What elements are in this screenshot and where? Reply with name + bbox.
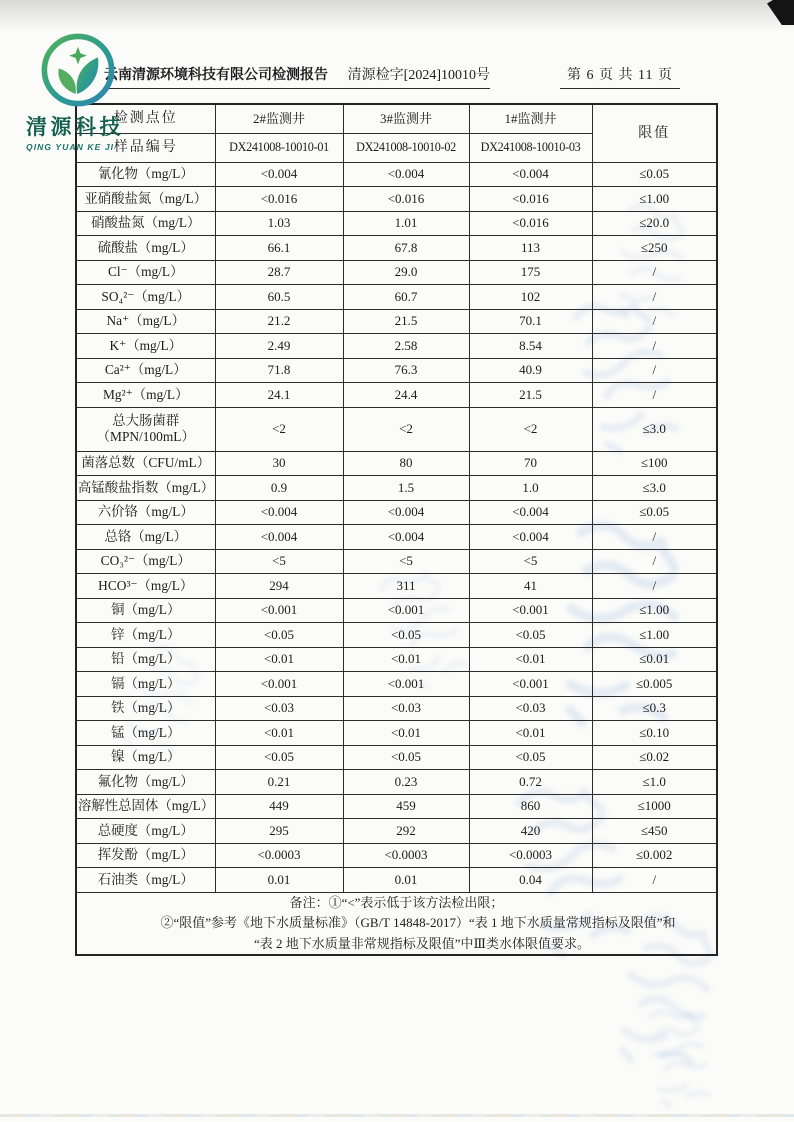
parameter-cell: 总硬度（mg/L） [76,819,215,844]
parameter-cell: 总铬（mg/L） [76,525,215,550]
limit-cell: ≤1.00 [592,623,717,648]
value-cell: 294 [215,574,343,599]
value-cell: 1.01 [343,211,469,236]
limit-cell: / [592,383,717,408]
table-row [76,383,717,408]
table-row [76,211,717,236]
value-cell: 29.0 [343,260,469,285]
value-cell: 175 [469,260,592,285]
value-cell: <0.03 [469,696,592,721]
value-cell: <5 [469,549,592,574]
value-cell: <2 [343,407,469,451]
table-row [76,525,717,550]
value-cell: 0.01 [215,868,343,893]
table-row [76,407,717,451]
table-row [76,598,717,623]
value-cell: 2.58 [343,334,469,359]
parameter-cell: 镍（mg/L） [76,745,215,770]
value-cell: <0.05 [469,745,592,770]
report-title: 云南清源环境科技有限公司检测报告 [104,68,328,83]
value-cell: 459 [343,794,469,819]
parameter-cell: HCO³⁻（mg/L） [76,574,215,599]
value-cell: <0.004 [215,500,343,525]
parameter-cell: 石油类（mg/L） [76,868,215,893]
parameter-cell: 高锰酸盐指数（mg/L） [76,476,215,501]
limit-cell: ≤0.05 [592,500,717,525]
limit-cell: / [592,525,717,550]
limit-cell: ≤0.10 [592,721,717,746]
table-row [76,623,717,648]
table-row [76,334,717,359]
value-cell: 102 [469,285,592,310]
value-cell: <0.001 [469,672,592,697]
value-cell: <0.004 [469,500,592,525]
scan-bottom-noise [0,1114,794,1117]
note-row [76,892,717,955]
value-cell: <0.03 [215,696,343,721]
value-cell: 295 [215,819,343,844]
parameter-cell: 氟化物（mg/L） [76,770,215,795]
company-logo [26,30,152,152]
page-header [104,64,490,89]
value-cell: <0.01 [469,647,592,672]
limit-cell: ≤450 [592,819,717,844]
value-cell: <0.001 [215,672,343,697]
value-cell: 70.1 [469,309,592,334]
sprout-circle-icon [38,30,118,110]
table-row [76,309,717,334]
limit-cell: / [592,334,717,359]
value-cell: 8.54 [469,334,592,359]
value-cell: <0.05 [215,745,343,770]
parameter-cell: Na⁺（mg/L） [76,309,215,334]
limit-cell: ≤1.0 [592,770,717,795]
value-cell: 40.9 [469,358,592,383]
value-cell: <0.004 [343,162,469,187]
table-row [76,574,717,599]
value-cell: 2.49 [215,334,343,359]
value-cell: <0.01 [215,647,343,672]
parameter-cell: 锰（mg/L） [76,721,215,746]
value-cell: 420 [469,819,592,844]
remarks-cell [76,892,717,955]
value-cell: 1.5 [343,476,469,501]
value-cell: 113 [469,236,592,261]
value-cell: <0.001 [343,598,469,623]
value-cell: <0.004 [469,525,592,550]
value-cell: 860 [469,794,592,819]
parameter-cell: Ca²⁺（mg/L） [76,358,215,383]
parameter-cell: Cl⁻（mg/L） [76,260,215,285]
sample-id-cell: DX241008-10010-02 [343,133,469,162]
sample-id-cell: DX241008-10010-03 [469,133,592,162]
parameter-cell: 铁（mg/L） [76,696,215,721]
value-cell: <5 [215,549,343,574]
limit-cell: ≤0.005 [592,672,717,697]
limit-cell: ≤250 [592,236,717,261]
value-cell: 30 [215,451,343,476]
value-cell: 70 [469,451,592,476]
value-cell: 1.03 [215,211,343,236]
results-table [75,103,718,956]
parameter-cell: 亚硝酸盐氮（mg/L） [76,187,215,212]
parameter-cell: K⁺（mg/L） [76,334,215,359]
point-cell: 3#监测井 [343,104,469,133]
table-row [76,696,717,721]
limit-cell: / [592,868,717,893]
value-cell: <0.0003 [469,843,592,868]
parameter-cell: 挥发酚（mg/L） [76,843,215,868]
remark-line: 备注：①“<”表示低于该方法检出限； [289,894,504,910]
table-row [76,285,717,310]
value-cell: 60.5 [215,285,343,310]
value-cell: <0.001 [343,672,469,697]
table-row [76,794,717,819]
results-body [76,162,717,892]
limit-cell: ≤0.05 [592,162,717,187]
value-cell: <0.001 [469,598,592,623]
parameter-cell: 铅（mg/L） [76,647,215,672]
scan-edge-shadow [0,0,794,32]
value-cell: 0.23 [343,770,469,795]
table-row [76,549,717,574]
value-cell: <0.05 [469,623,592,648]
parameter-cell: Mg²⁺（mg/L） [76,383,215,408]
table-header-row-points [76,104,717,133]
value-cell: <0.05 [343,623,469,648]
limit-cell: ≤0.3 [592,696,717,721]
limit-label-cell: 限值 [592,104,717,162]
table-row [76,358,717,383]
value-cell: 0.72 [469,770,592,795]
limit-cell: ≤3.0 [592,407,717,451]
limit-cell: ≤100 [592,451,717,476]
value-cell: <0.01 [469,721,592,746]
value-cell: <0.01 [343,647,469,672]
value-cell: 21.2 [215,309,343,334]
value-cell: <0.001 [215,598,343,623]
value-cell: 21.5 [343,309,469,334]
table-row [76,476,717,501]
value-cell: <0.03 [343,696,469,721]
value-cell: 24.1 [215,383,343,408]
parameter-cell: 六价铬（mg/L） [76,500,215,525]
value-cell: <0.016 [469,211,592,236]
document-number: 清源检字[2024]10010号 [347,68,490,83]
value-cell: 76.3 [343,358,469,383]
value-cell: <0.004 [343,525,469,550]
limit-cell: ≤0.02 [592,745,717,770]
value-cell: 0.21 [215,770,343,795]
parameter-cell: 铜（mg/L） [76,598,215,623]
page-number-indicator: 第 6 页 共 11 页 [560,64,680,89]
value-cell: 449 [215,794,343,819]
point-label-cell: 检测点位 [76,104,215,133]
value-cell: <5 [343,549,469,574]
parameter-cell: SO₄²⁻（mg/L） [76,285,215,310]
limit-cell: / [592,285,717,310]
parameter-cell: 硝酸盐氮（mg/L） [76,211,215,236]
limit-cell: ≤20.0 [592,211,717,236]
table-row [76,500,717,525]
value-cell: <0.004 [215,525,343,550]
sample-id-cell: DX241008-10010-01 [215,133,343,162]
parameter-cell: CO₃²⁻（mg/L） [76,549,215,574]
value-cell: 0.04 [469,868,592,893]
value-cell: 67.8 [343,236,469,261]
value-cell: <0.016 [343,187,469,212]
value-cell: 80 [343,451,469,476]
sample-label-cell: 样品编号 [76,133,215,162]
parameter-cell: 氰化物（mg/L） [76,162,215,187]
parameter-cell: 硫酸盐（mg/L） [76,236,215,261]
value-cell: <0.05 [215,623,343,648]
value-cell: <0.004 [343,500,469,525]
value-cell: 21.5 [469,383,592,408]
limit-cell: ≤0.002 [592,843,717,868]
limit-cell: / [592,358,717,383]
table-row [76,770,717,795]
logo-company-name-cn: 清源科技 [26,116,124,139]
value-cell: 0.01 [343,868,469,893]
value-cell: <0.004 [469,162,592,187]
logo-company-name-en: QING YUAN KE JI [26,142,115,152]
value-cell: <0.0003 [215,843,343,868]
limit-cell: ≤1000 [592,794,717,819]
value-cell: 1.0 [469,476,592,501]
value-cell: 60.7 [343,285,469,310]
parameter-cell: 总大肠菌群（MPN/100mL） [76,407,215,451]
limit-cell: ≤1.00 [592,598,717,623]
limit-cell: / [592,260,717,285]
parameter-cell: 溶解性总固体（mg/L） [76,794,215,819]
table-row [76,721,717,746]
value-cell: <0.01 [215,721,343,746]
table-row [76,819,717,844]
limit-cell: ≤0.01 [592,647,717,672]
table-row [76,451,717,476]
table-row [76,745,717,770]
limit-cell: / [592,309,717,334]
table-row [76,647,717,672]
parameter-cell: 菌落总数（CFU/mL） [76,451,215,476]
value-cell: <0.05 [343,745,469,770]
remark-line: “表 2 地下水质量非常规指标及限值”中Ⅲ类水体限值要求。 [253,935,591,951]
table-row [76,162,717,187]
limit-cell: ≤1.00 [592,187,717,212]
remark-line: ②“限值”参考《地下水质量标准》（GB/T 14848-2017）“表 1 地下水质量常规指标及限值”和 [160,915,676,931]
value-cell: <2 [469,407,592,451]
value-cell: <0.004 [215,162,343,187]
limit-cell: / [592,574,717,599]
value-cell: <0.01 [343,721,469,746]
value-cell: 71.8 [215,358,343,383]
point-cell: 2#监测井 [215,104,343,133]
value-cell: 28.7 [215,260,343,285]
value-cell: 41 [469,574,592,599]
limit-cell: ≤3.0 [592,476,717,501]
value-cell: <0.016 [469,187,592,212]
value-cell: 24.4 [343,383,469,408]
value-cell: 0.9 [215,476,343,501]
ink-bleed-artifact [595,992,766,1118]
value-cell: 311 [343,574,469,599]
table-row [76,187,717,212]
value-cell: <2 [215,407,343,451]
table-row [76,672,717,697]
point-cell: 1#监测井 [469,104,592,133]
table-row [76,260,717,285]
value-cell: <0.016 [215,187,343,212]
parameter-cell: 镉（mg/L） [76,672,215,697]
value-cell: 66.1 [215,236,343,261]
limit-cell: / [592,549,717,574]
table-row [76,843,717,868]
value-cell: 292 [343,819,469,844]
value-cell: <0.0003 [343,843,469,868]
parameter-cell: 锌（mg/L） [76,623,215,648]
table-row [76,236,717,261]
table-row [76,868,717,893]
